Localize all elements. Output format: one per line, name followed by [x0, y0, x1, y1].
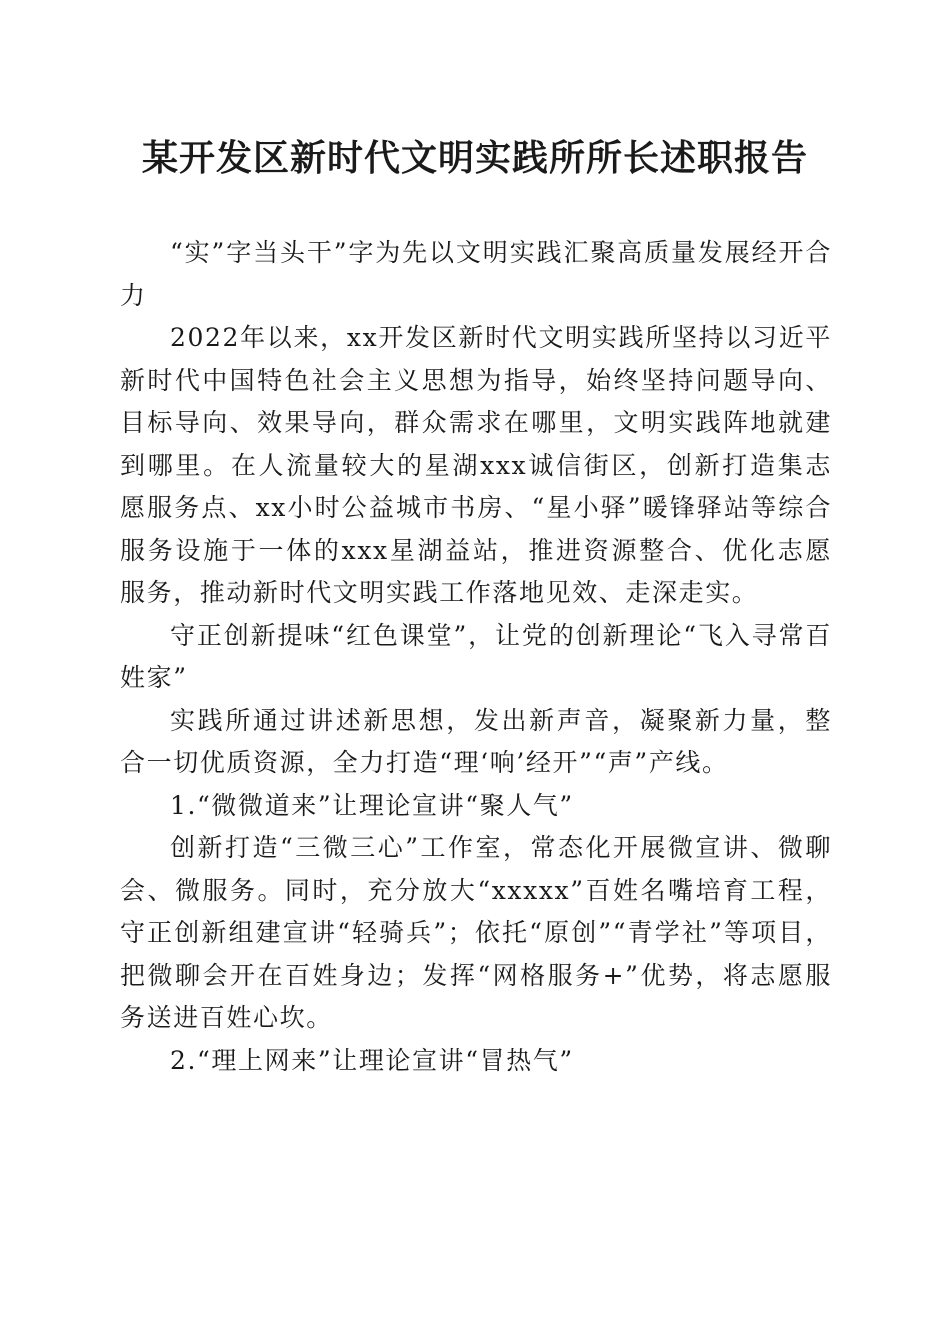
intro-paragraph: 2022年以来，xx开发区新时代文明实践所坚持以习近平新时代中国特色社会主义思想为指导，始终坚持问题导向、目标导向、效果导向，群众需求在哪里，文明实践阵地就建到哪里。在人流量较大的星湖xxx诚信街区，创新打造集志愿服务点、xx小时公益城市书房、“星小驿”暖锋驿站等综合服务设施于一体的xxx星湖益站，推进资源整合、优化志愿服务，推动新时代文明实践工作落地见效、走深走实。	[120, 323, 832, 607]
subtitle-paragraph: “实”字当头干”字为先以文明实践汇聚高质量发展经开合力	[120, 238, 832, 310]
document-title: 某开发区新时代文明实践所所长述职报告	[141, 137, 808, 179]
section-heading: 守正创新提味“红色课堂”，让党的创新理论“飞入寻常百姓家”	[120, 620, 832, 692]
subsection-paragraph-1: 创新打造“三微三心”工作室，常态化开展微宣讲、微聊会、微服务。同时，充分放大“xxxxx”百姓名嘴培育工程，守正创新组建宣讲“轻骑兵”；依托“原创”“青学社”等项目，把微聊会开在百姓身边；发挥“网格服务+”优势，将志愿服务送进百姓心坎。	[120, 833, 832, 1032]
document-body	[120, 232, 832, 1082]
subsection-heading-2: 2.“理上网来”让理论宣讲“冒热气”	[170, 1045, 574, 1075]
subsection-heading-1: 1.“微微道来”让理论宣讲“聚人气”	[170, 790, 574, 820]
section-paragraph: 实践所通过讲述新思想，发出新声音，凝聚新力量，整合一切优质资源，全力打造“理‘响’经开”“声”产线。	[120, 705, 832, 777]
